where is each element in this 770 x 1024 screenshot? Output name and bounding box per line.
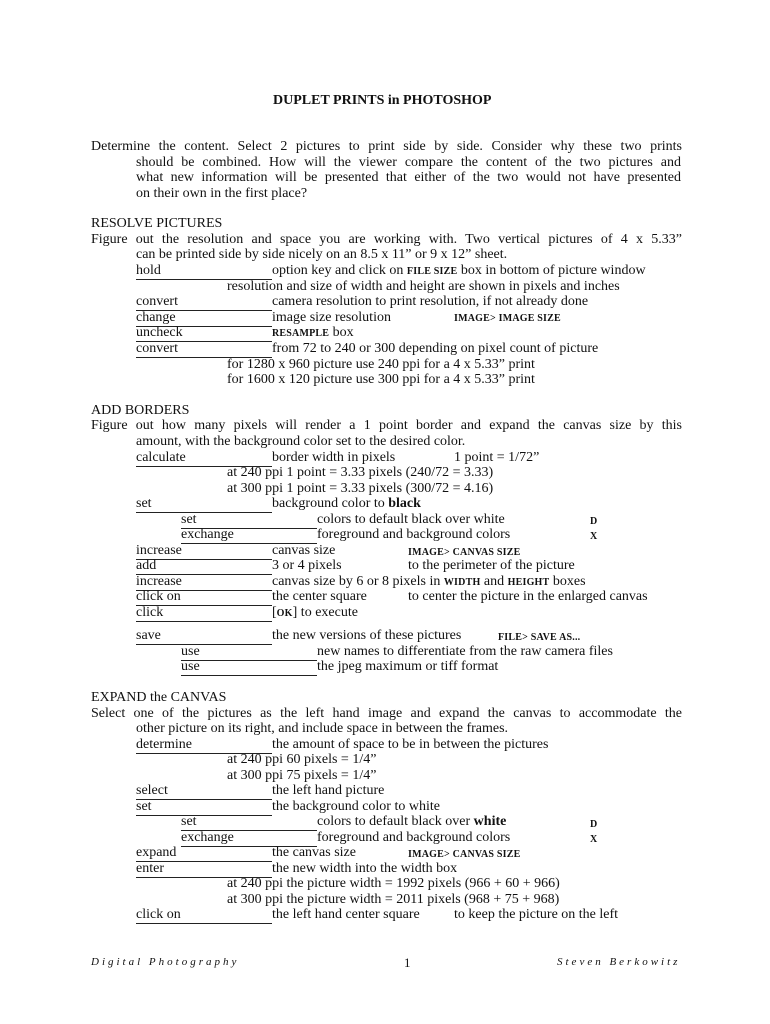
step-row <box>136 605 358 622</box>
menu-label: WIDTH <box>443 577 481 588</box>
step-note: to keep the picture on the left <box>454 907 619 922</box>
step-term: set <box>136 800 272 816</box>
step-desc: colors to default black over <box>317 814 474 829</box>
shortcut-key: D <box>590 516 598 527</box>
step-desc: and <box>480 574 508 589</box>
borders-paragraph: amount, with the background color set to the desired color. <box>136 434 466 449</box>
step-row <box>136 294 588 311</box>
step-desc: foreground and background colors <box>317 830 511 845</box>
step-term: use <box>181 645 317 661</box>
step-term: set <box>181 513 317 529</box>
step-desc: box <box>329 325 354 340</box>
step-desc: colors to default black over white <box>317 512 505 527</box>
resolve-paragraph: can be printed side by side nicely on an 8.5 x 11” or 9 x 12” sheet. <box>136 247 508 262</box>
step-term: click <box>136 606 272 622</box>
menu-path: IMAGE> CANVAS SIZE <box>408 547 521 558</box>
step-row <box>136 907 420 924</box>
step-sub: at 300 ppi the picture width = 2011 pixels (968 + 75 + 968) <box>227 892 560 907</box>
step-desc: boxes <box>549 574 586 589</box>
intro-line: Determine the content. Select 2 pictures to print side by side. Consider why these two prints <box>91 139 682 154</box>
step-sub: resolution and size of width and height are shown in pixels and inches <box>227 279 620 294</box>
menu-path: IMAGE> IMAGE SIZE <box>454 313 561 324</box>
step-sub: for 1280 x 960 picture use 240 ppi for a 4 x 5.33” print <box>227 357 535 372</box>
step-desc: image size resolution <box>272 310 391 325</box>
step-desc: background color to <box>272 496 389 511</box>
step-term: add <box>136 559 272 575</box>
section-heading-expand: EXPAND the CANVAS <box>91 690 227 705</box>
step-sub: at 300 ppi 75 pixels = 1/4” <box>227 768 377 783</box>
step-sub: at 240 ppi 60 pixels = 1/4” <box>227 752 377 767</box>
step-desc: the canvas size <box>272 845 356 860</box>
expand-paragraph: other picture on its right, and include space in between the frames. <box>136 721 509 736</box>
step-term: convert <box>136 342 272 358</box>
step-term: select <box>136 784 272 800</box>
step-note: to center the picture in the enlarged canvas <box>408 589 648 604</box>
color-name: black <box>388 496 421 511</box>
step-desc: the new width into the width box <box>272 861 458 876</box>
step-term: uncheck <box>136 326 272 342</box>
step-sub: for 1600 x 120 picture use 300 ppi for a 4 x 5.33” print <box>227 372 535 387</box>
step-term: exchange <box>181 528 317 544</box>
shortcut-key: X <box>590 531 598 542</box>
step-term: click on <box>136 590 272 606</box>
step-note: 1 point = 1/72” <box>454 450 540 465</box>
step-row <box>136 783 384 800</box>
step-desc: the left hand center square <box>272 907 420 922</box>
footer-right: Steven Berkowitz <box>557 956 681 968</box>
step-term: save <box>136 629 272 645</box>
step-row <box>181 527 510 544</box>
page-number: 1 <box>404 955 411 970</box>
step-row <box>136 628 461 645</box>
section-heading-resolve: RESOLVE PICTURES <box>91 216 223 231</box>
step-term: increase <box>136 544 272 560</box>
step-row <box>136 845 356 862</box>
step-term: convert <box>136 295 272 311</box>
step-row <box>181 814 506 831</box>
step-term: use <box>181 660 317 676</box>
step-row <box>181 659 498 676</box>
menu-label: HEIGHT <box>507 577 550 588</box>
step-term: set <box>136 497 272 513</box>
step-desc: the jpeg maximum or tiff format <box>317 659 499 674</box>
step-desc: [ <box>272 605 277 620</box>
step-desc: camera resolution to print resolution, if not already done <box>272 294 589 309</box>
menu-label: OK <box>276 608 293 619</box>
step-desc: box in bottom of picture window <box>457 263 646 278</box>
step-row <box>136 496 421 513</box>
step-term: set <box>181 815 317 831</box>
step-term: enter <box>136 862 272 878</box>
menu-label: FILE SIZE <box>406 266 458 277</box>
step-desc: 3 or 4 pixels <box>272 558 342 573</box>
step-sub: at 240 ppi the picture width = 1992 pixels (966 + 60 + 966) <box>227 876 560 891</box>
step-term: expand <box>136 846 272 862</box>
color-name: white <box>473 814 507 829</box>
borders-paragraph: Figure out how many pixels will render a 1 point border and expand the canvas size by this <box>91 418 682 433</box>
step-desc: the amount of space to be in between the pictures <box>272 737 549 752</box>
step-sub: at 300 ppi 1 point = 3.33 pixels (300/72 = 4.16) <box>227 481 494 496</box>
step-term: exchange <box>181 831 317 847</box>
step-desc: canvas size by 6 or 8 pixels in <box>272 574 444 589</box>
menu-label: RESAMPLE <box>272 328 330 339</box>
step-row <box>136 558 342 575</box>
menu-path: IMAGE> CANVAS SIZE <box>408 849 521 860</box>
step-row <box>136 325 354 342</box>
step-term: increase <box>136 575 272 591</box>
intro-line: what new information will be presented that either of the two would not have presented <box>136 170 681 185</box>
section-heading-borders: ADD BORDERS <box>91 403 190 418</box>
shortcut-key: D <box>590 819 598 830</box>
step-desc: foreground and background colors <box>317 527 511 542</box>
shortcut-key: X <box>590 834 598 845</box>
intro-line: should be combined. How will the viewer compare the content of the two pictures and <box>136 155 681 170</box>
step-row <box>136 341 598 358</box>
step-desc: the left hand picture <box>272 783 385 798</box>
step-desc: the background color to white <box>272 799 440 814</box>
step-sub: at 240 ppi 1 point = 3.33 pixels (240/72 = 3.33) <box>227 465 494 480</box>
step-note: to the perimeter of the picture <box>408 558 575 573</box>
step-row <box>136 263 646 280</box>
intro-line: on their own in the first place? <box>136 186 308 201</box>
step-row <box>136 589 367 606</box>
step-term: determine <box>136 738 272 754</box>
footer-left: Digital Photography <box>91 956 240 968</box>
step-term: hold <box>136 264 272 280</box>
menu-path: FILE> SAVE AS... <box>498 632 581 643</box>
step-desc: option key and click on <box>272 263 407 278</box>
resolve-paragraph: Figure out the resolution and space you are working with. Two vertical pictures of 4 x 5.33” <box>91 232 682 247</box>
step-term: click on <box>136 908 272 924</box>
step-desc: canvas size <box>272 543 336 558</box>
step-desc: the new versions of these pictures <box>272 628 462 643</box>
page-title: DUPLET PRINTS in PHOTOSHOP <box>273 93 492 108</box>
step-desc: ] to execute <box>292 605 358 620</box>
step-term: calculate <box>136 451 272 467</box>
step-desc: new names to differentiate from the raw camera files <box>317 644 613 659</box>
step-desc: from 72 to 240 or 300 depending on pixel count of picture <box>272 341 599 356</box>
step-desc: the center square <box>272 589 367 604</box>
step-term: change <box>136 311 272 327</box>
step-desc: border width in pixels <box>272 450 396 465</box>
expand-paragraph: Select one of the pictures as the left hand image and expand the canvas to accommodate the <box>91 706 682 721</box>
